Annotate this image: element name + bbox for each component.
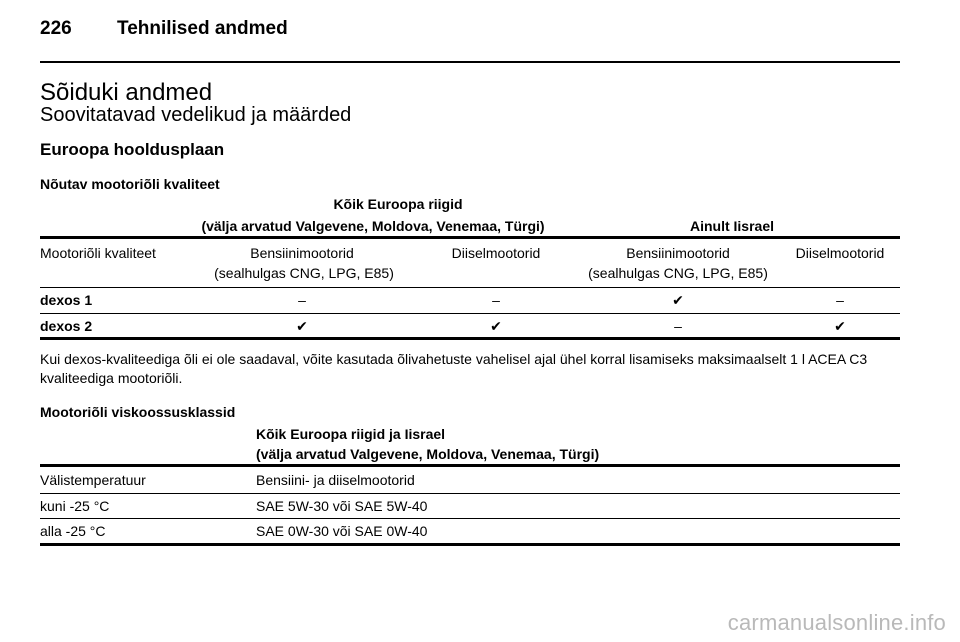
- row-temperature: alla -25 °C: [40, 523, 106, 539]
- page-header: [40, 18, 288, 40]
- table-rule: [40, 236, 900, 239]
- col-header-engines: Bensiini- ja diiselmootorid: [256, 472, 415, 488]
- col-header-quality: Mootoriõli kvaliteet: [40, 245, 156, 261]
- table-rule: [40, 287, 900, 288]
- oil-quality-heading: Nõutav mootoriõli kvaliteet: [40, 176, 220, 192]
- col-header-temperature: Välistemperatuur: [40, 472, 146, 488]
- col-note-petrol-israel: (sealhulgas CNG, LPG, E85): [588, 265, 768, 281]
- col-note-petrol-europe: (sealhulgas CNG, LPG, E85): [214, 265, 394, 281]
- note-paragraph: Kui dexos-kvaliteediga õli ei ole saadaval, võite kasutada õlivahetuste vahelisel ajal ühel korral lisamiseks maksimaalselt 1 l ACEA C3 kvaliteediga mootoriõli.: [40, 351, 868, 386]
- viscosity-group-line1: Kõik Euroopa riigid ja Iisrael: [256, 426, 446, 442]
- page-subtitle: Soovitatavad vedelikud ja määrded: [40, 104, 352, 126]
- cell-value: ✔: [672, 292, 684, 308]
- group-header-europe-line1: Kõik Euroopa riigid: [333, 196, 463, 212]
- page-number: 226: [40, 18, 72, 39]
- group-header-israel: Ainult Iisrael: [689, 218, 775, 234]
- header-section: Tehnilised andmed: [117, 18, 288, 39]
- table-rule: [40, 313, 900, 314]
- cell-value: –: [492, 292, 500, 308]
- group-header-europe-line2: (välja arvatud Valgevene, Moldova, Venemaa, Türgi): [201, 218, 545, 234]
- row-label: dexos 2: [40, 318, 93, 334]
- cell-value: –: [836, 292, 844, 308]
- col-header-diesel-israel: Diiselmootorid: [795, 245, 885, 261]
- table-rule: [40, 464, 900, 467]
- viscosity-group-line2: (välja arvatud Valgevene, Moldova, Venemaa, Türgi): [256, 446, 600, 462]
- watermark-text: carmanualsonline.info: [727, 610, 946, 635]
- cell-value: –: [674, 318, 682, 334]
- col-header-diesel-europe: Diiselmootorid: [451, 245, 541, 261]
- cell-value: ✔: [490, 318, 502, 334]
- row-grade: SAE 0W-30 või SAE 0W-40: [256, 523, 428, 539]
- viscosity-heading: Mootoriõli viskoossusklassid: [40, 404, 236, 420]
- col-header-petrol-europe: Bensiinimootorid: [250, 245, 354, 261]
- cell-value: ✔: [296, 318, 308, 334]
- table-rule: [40, 493, 900, 494]
- row-grade: SAE 5W-30 või SAE 5W-40: [256, 498, 428, 514]
- header-divider: [40, 61, 900, 63]
- page-title: Sõiduki andmed: [40, 79, 213, 106]
- row-label: dexos 1: [40, 292, 93, 308]
- table-rule: [40, 518, 900, 519]
- table-rule: [40, 543, 900, 546]
- table-rule: [40, 337, 900, 340]
- row-temperature: kuni -25 °C: [40, 498, 110, 514]
- cell-value: ✔: [834, 318, 846, 334]
- section-heading: Euroopa hooldusplaan: [40, 140, 225, 159]
- col-header-petrol-israel: Bensiinimootorid: [626, 245, 730, 261]
- cell-value: –: [298, 292, 306, 308]
